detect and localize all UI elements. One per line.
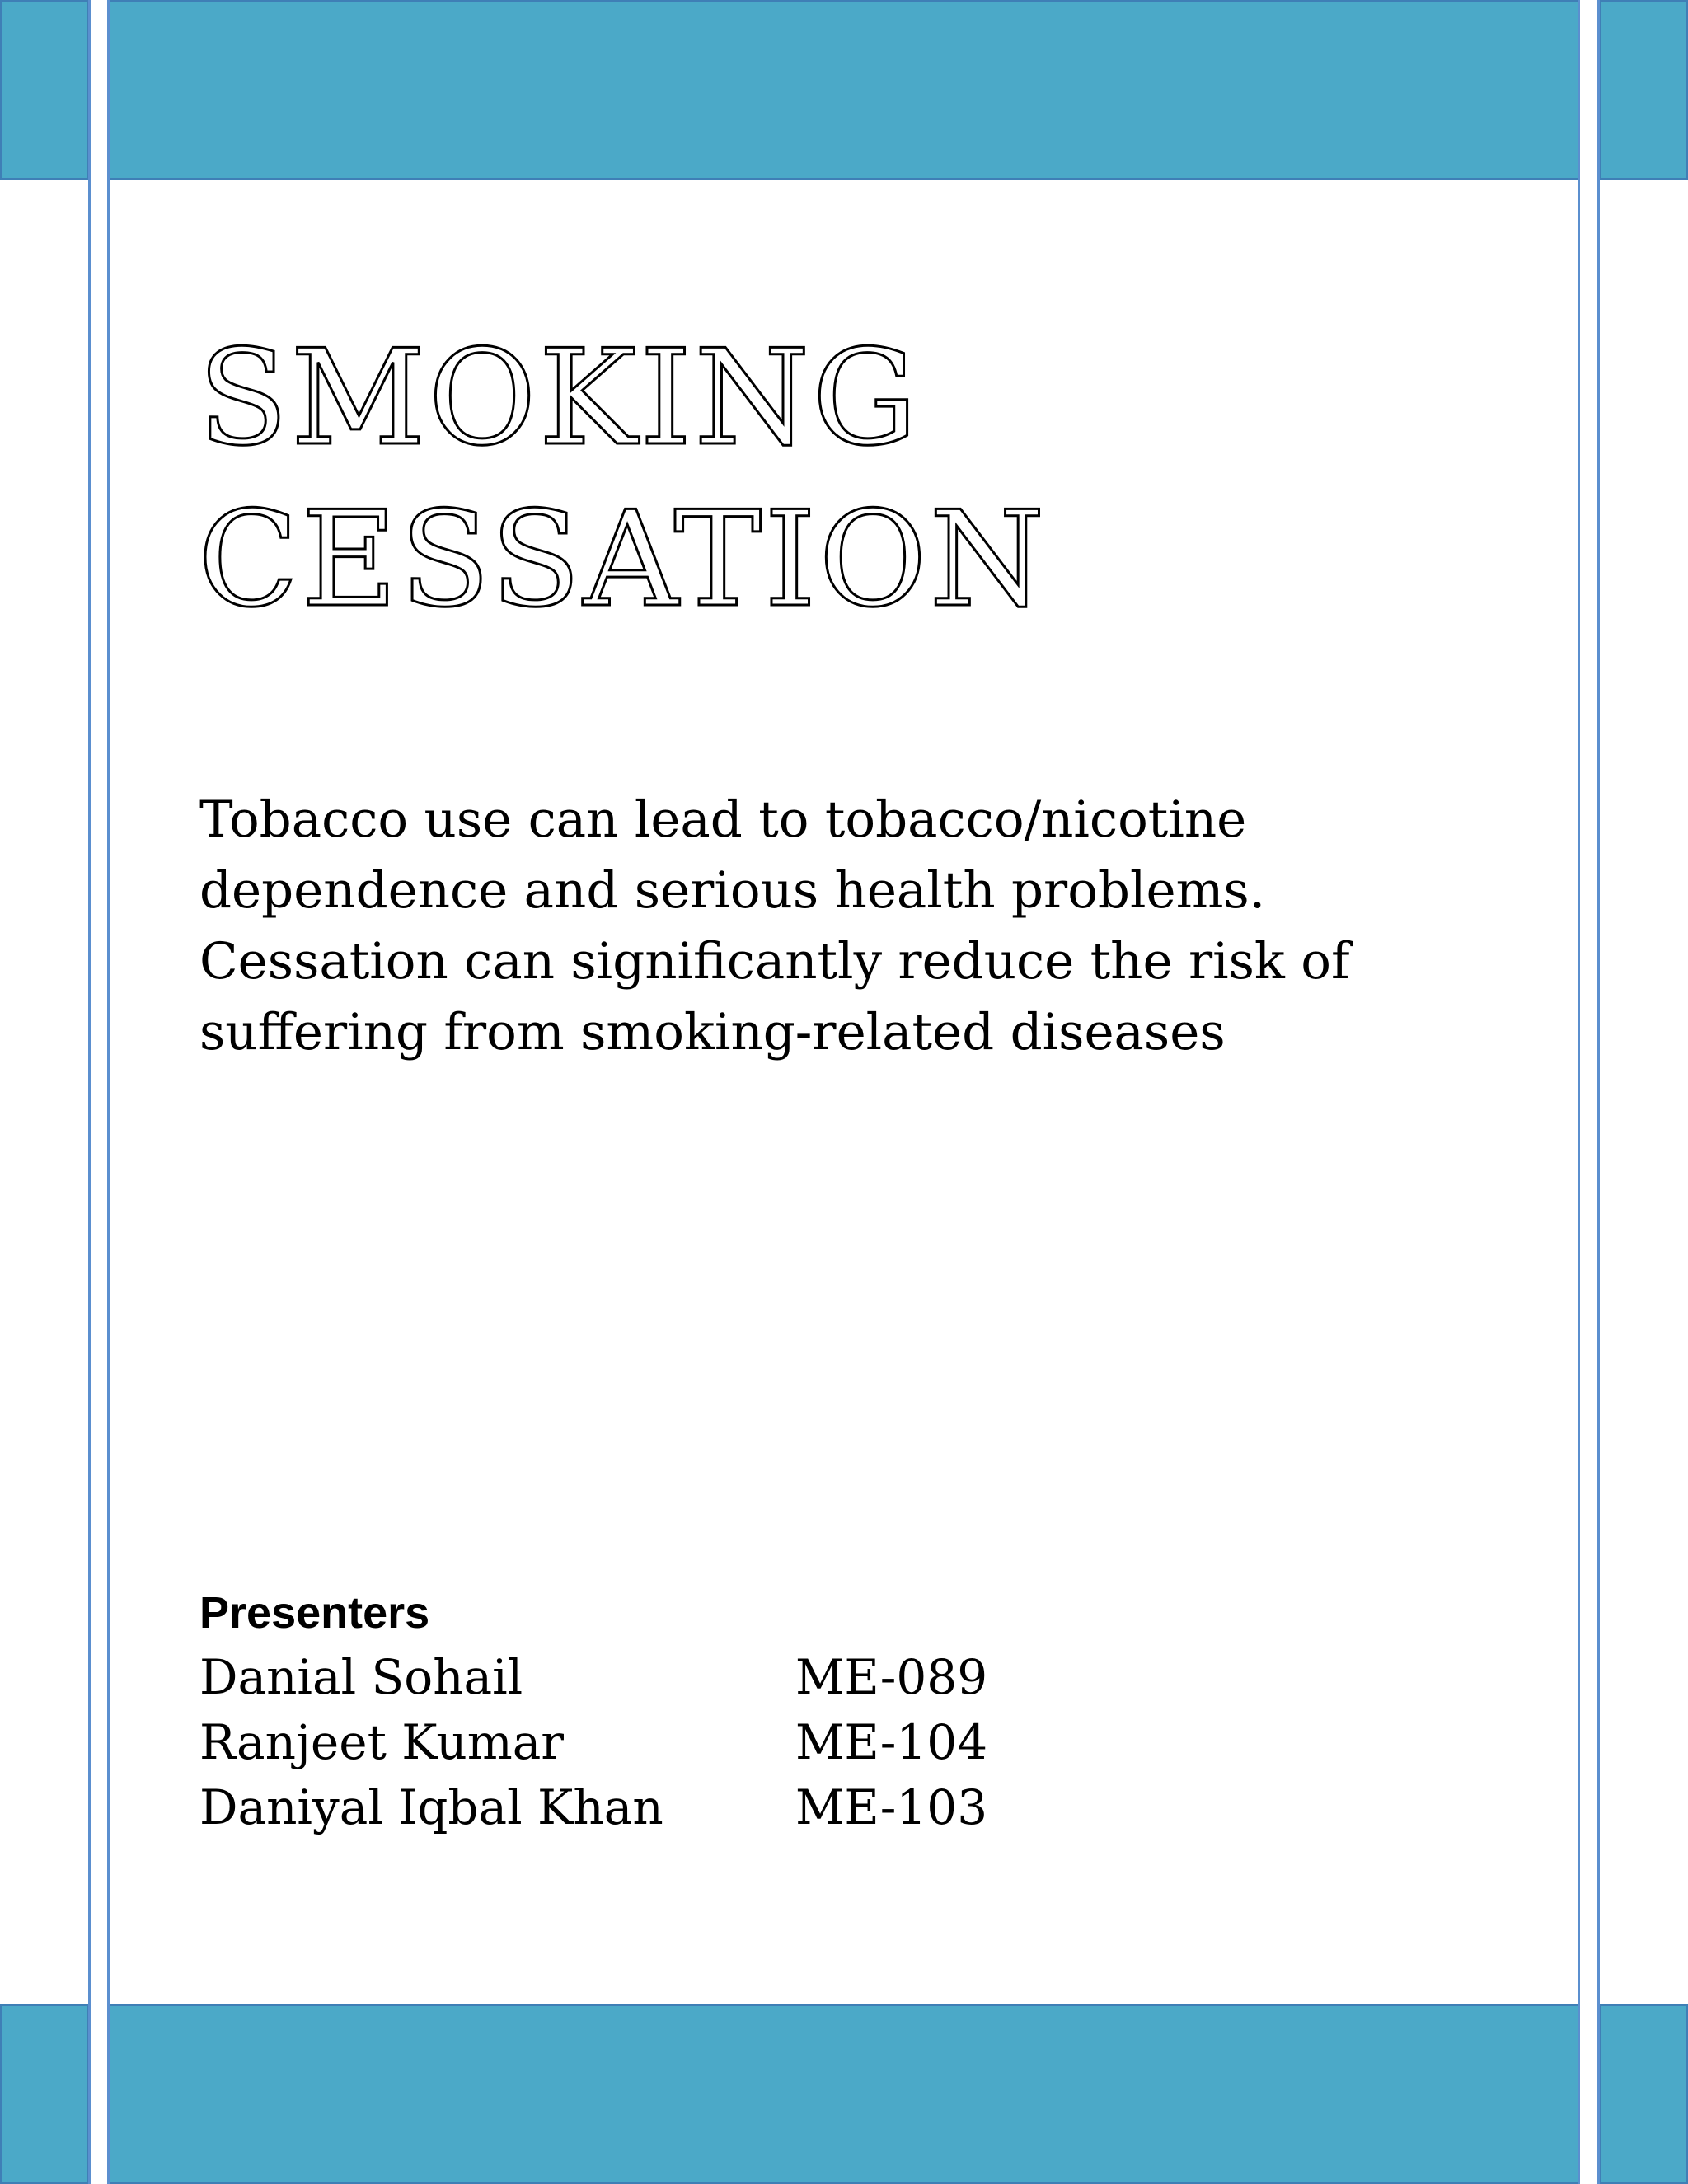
top-band-center <box>109 0 1579 180</box>
presenter-row <box>199 1645 1271 1710</box>
intro-line: dependence and serious health problems. <box>199 861 1266 920</box>
document-title <box>198 317 1517 640</box>
presenter-id: ME-089 <box>795 1649 988 1705</box>
presenter-name: Ranjeet Kumar <box>199 1714 565 1770</box>
intro-paragraph <box>199 785 1535 1068</box>
presenters-heading: Presenters <box>199 1588 430 1638</box>
title-line: SMOKING <box>198 321 921 475</box>
top-band-right <box>1599 0 1688 180</box>
top-band-left <box>0 0 88 180</box>
vertical-rule-left-outer <box>88 0 91 2184</box>
vertical-rule-left-inner <box>107 0 110 2184</box>
presenters-section <box>199 1581 1271 1840</box>
intro-line: Tobacco use can lead to tobacco/nicotine <box>199 790 1247 849</box>
bottom-band-right <box>1599 2004 1688 2184</box>
vertical-rule-right-outer <box>1597 0 1600 2184</box>
intro-line: suffering from smoking-related diseases <box>199 1003 1226 1062</box>
vertical-rule-right-inner <box>1578 0 1580 2184</box>
presenter-name: Daniyal Iqbal Khan <box>199 1779 663 1835</box>
intro-line: Cessation can significantly reduce the risk of <box>199 932 1350 991</box>
presenter-id: ME-103 <box>795 1779 988 1835</box>
presenter-name: Danial Sohail <box>199 1649 523 1705</box>
bottom-band-left <box>0 2004 88 2184</box>
presenter-row <box>199 1710 1271 1775</box>
title-line: CESSATION <box>198 482 1048 636</box>
presenter-row <box>199 1775 1271 1840</box>
bottom-band-center <box>109 2004 1579 2184</box>
presenter-id: ME-104 <box>795 1714 988 1770</box>
